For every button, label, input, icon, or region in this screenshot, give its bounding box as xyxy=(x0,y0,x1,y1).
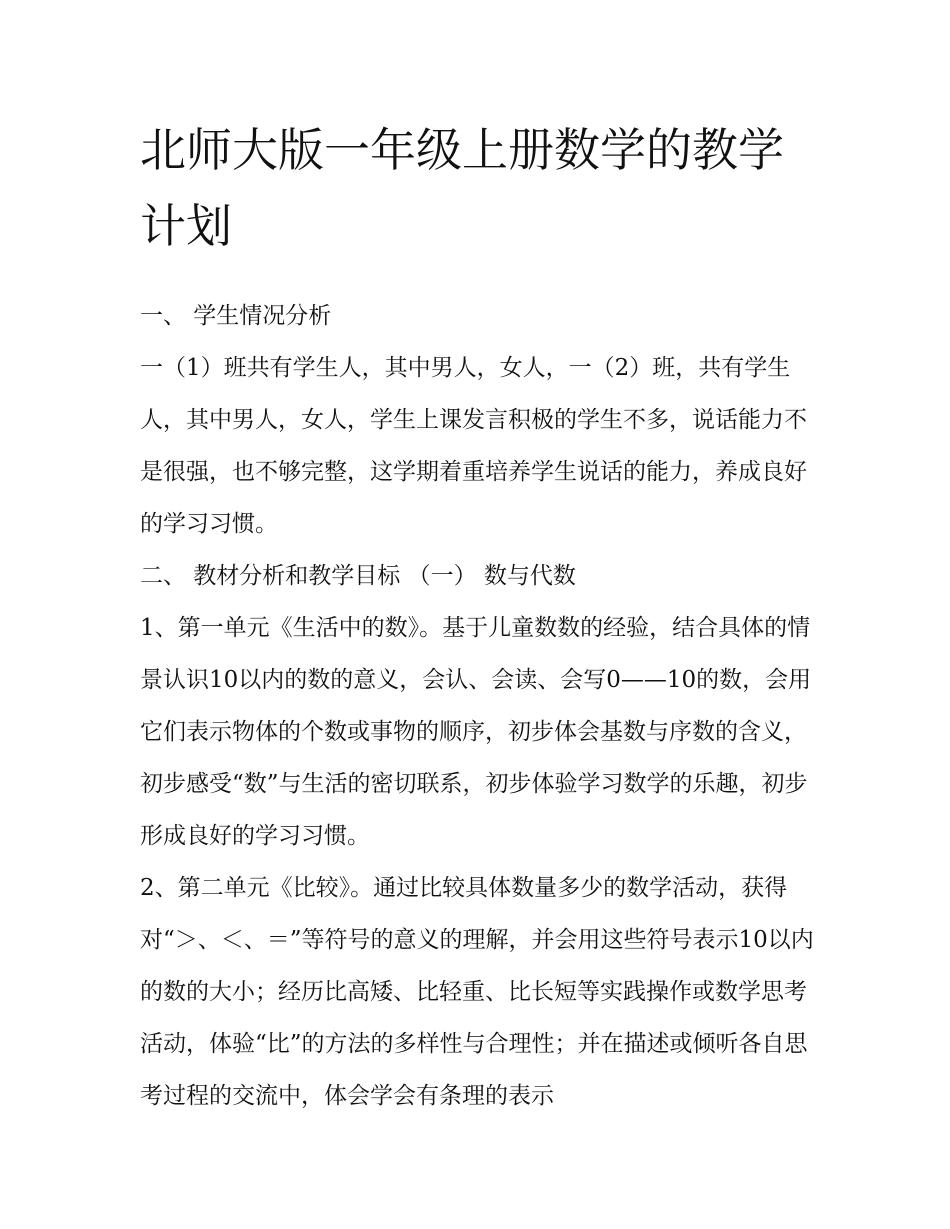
document-title: 北师大版一年级上册数学的教学计划 xyxy=(140,123,784,253)
document-body xyxy=(140,290,820,1122)
paragraph-unit-1: 1、第一单元《生活中的数》。基于儿童数数的经验，结合具体的情景认识10以内的数的意义，会认、会读、会写0——10的数，会用它们表示物体的个数或事物的顺序，初步体会基数与序数的含义，初步感受“数”与生活的密切联系，初步体验学习数学的乐趣，初步形成良好的学习习惯。 xyxy=(140,615,812,849)
section-heading-student-analysis: 一、 学生情况分析 xyxy=(140,303,332,329)
paragraph-unit-2: 2、第二单元《比较》。通过比较具体数量多少的数学活动，获得对“＞、＜、＝”等符号的意义的理解，并会用这些符号表示10以内的数的大小；经历比高矮、比轻重、比长短等实践操作或数学思考活动，体验“比”的方法的多样性与合理性；并在描述或倾听各自思考过程的交流中，体会学会有条理的表示 xyxy=(140,875,814,1109)
document-page xyxy=(140,112,820,1122)
paragraph-class-info: 一（1）班共有学生人，其中男人，女人，一（2）班，共有学生人，其中男人，女人，学生上课发言积极的学生不多，说话能力不是很强，也不够完整，这学期着重培养学生说话的能力，养成良好的学习习惯。 xyxy=(140,355,807,537)
section-heading-textbook-analysis: 二、 教材分析和教学目标 （一） 数与代数 xyxy=(140,563,576,589)
